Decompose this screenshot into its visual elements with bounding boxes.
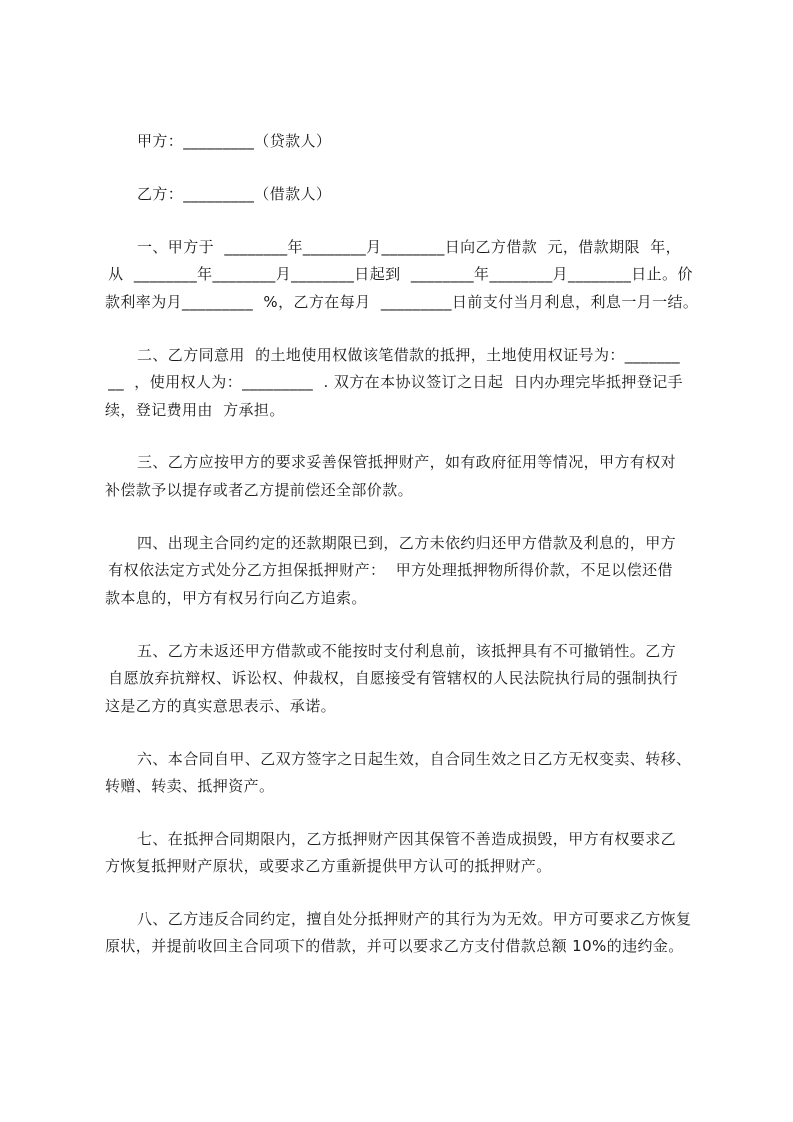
clause-7-line-1: 七、在抵押合同期限内，乙方抵押财产因其保管不善造成损毁，甲方有权要求乙 [137,830,677,848]
clause-1-line-3: 款利率为月_________ %，乙方在每月 _________日前支付当月利息，利息一月一结。 [105,293,699,311]
clause-2-line-1: 二、乙方同意用 的土地使用权做该笔借款的抵押，土地使用权证号为：_______ [137,346,681,364]
clause-4-line-1: 四、出现主合同约定的还款期限已到，乙方未依约归还甲方借款及利息的，甲方 [137,534,677,552]
clause-5-line-2: 自愿放弃抗辩权、诉讼权、仲裁权，自愿接受有管辖权的人民法院执行局的强制执行 [103,669,678,687]
clause-1-line-1: 一、甲方于 ________年________月________日向乙方借款 元，借款期限 年， [137,238,682,256]
clause-6-line-2: 转赠、转卖、抵押资产。 [105,777,275,795]
clause-2-line-2: __ ，使用权人为：_________ . 双方在本协议签订之日起 日内办理完毕抵押登记手 [103,373,684,391]
clause-6-line-1: 六、本合同自甲、乙双方签字之日起生效，自合同生效之日乙方无权变卖、转移、 [137,750,692,768]
clause-3-line-2: 补偿款予以提存或者乙方提前偿还全部价款。 [105,481,414,499]
clause-5-line-3: 这是乙方的真实意思表示、承诺。 [105,697,337,715]
clause-8-line-2: 原状，并提前收回主合同项下的借款，并可以要求乙方支付借款总额 10%的违约金。 [105,937,684,955]
clause-2-line-3: 续，登记费用由 方承担。 [105,401,285,419]
clause-5-line-1: 五、乙方未返还甲方借款或不能按时支付利息前，该抵押具有不可撤销性。乙方 [137,642,677,660]
clause-7-line-2: 方恢复抵押财产原状，或要求乙方重新提供甲方认可的抵押财产。 [105,857,552,875]
party-b-line: 乙方：_________（借款人） [137,185,332,203]
clause-4-line-3: 款本息的，甲方有权另行向乙方追索。 [105,589,367,607]
clause-3-line-1: 三、乙方应按甲方的要求妥善保管抵押财产，如有政府征用等情况，甲方有权对 [137,453,677,471]
clause-8-line-1: 八、乙方违反合同约定，擅自处分抵押财产的其行为为无效。甲方可要求乙方恢复 [137,910,692,928]
party-a-line: 甲方：_________（贷款人） [137,132,332,150]
clause-1-line-2: 从 ________年________月________日起到 ________年________月________日止。价 [103,265,693,283]
clause-4-line-2: 有权依法定方式处分乙方担保抵押财产： 甲方处理抵押物所得价款，不足以偿还借 [103,561,673,579]
